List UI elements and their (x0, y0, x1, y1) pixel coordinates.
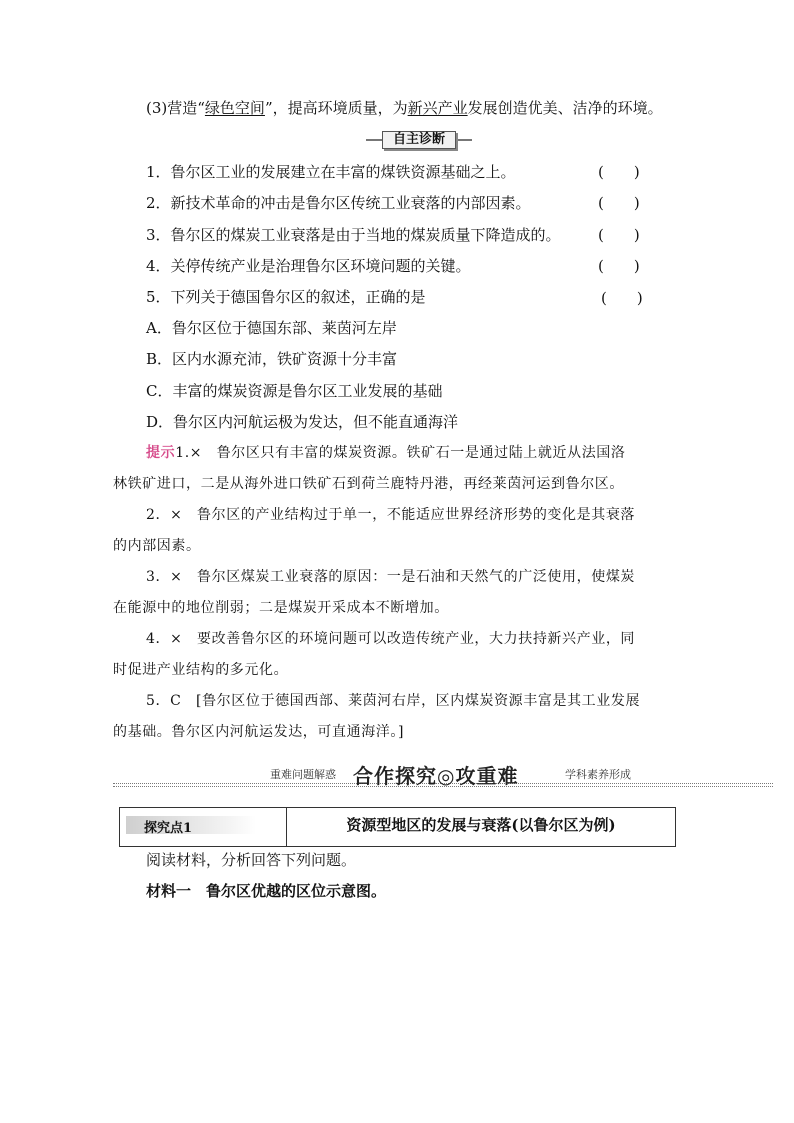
option-b: B．区内水源充沛，铁矿资源十分丰富 (146, 350, 398, 368)
hint-line: 林铁矿进口，二是从海外进口铁矿石到荷兰鹿特丹港，再经莱茵河运到鲁尔区。 (113, 476, 624, 492)
section-right-caption: 学科素养形成 (565, 768, 631, 781)
diagnosis-heading (366, 130, 472, 150)
question-3: 3．鲁尔区的煤炭工业衰落是由于当地的煤炭质量下降造成的。 (146, 226, 561, 244)
hint-label: 提示 (146, 445, 176, 461)
hint-text: 1.× 鲁尔区只有丰富的煤炭资源。铁矿石一是通过陆上就近从法国洛 (175, 445, 626, 461)
explore-title: 资源型地区的发展与衰落(以鲁尔区为例) (346, 816, 616, 834)
section-left-caption: 重难问题解惑 (270, 768, 336, 781)
answer-parens: ( ) (598, 194, 640, 212)
question-1: 1．鲁尔区工业的发展建立在丰富的煤铁资源基础之上。 (146, 163, 516, 181)
heading-label: 自主诊断 (382, 131, 456, 149)
instruction: 阅读材料，分析回答下列问题。 (146, 851, 357, 869)
answer-parens: ( ) (598, 163, 640, 181)
intro-line (146, 98, 663, 118)
hint-line: 时促进产业结构的多元化。 (113, 662, 289, 678)
hint-line: 3．× 鲁尔区煤炭工业衰落的原因：一是石油和天然气的广泛使用，使煤炭 (146, 569, 636, 585)
option-a: A．鲁尔区位于德国东部、莱茵河左岸 (146, 319, 397, 337)
intro-text: ”，提高环境质量，为 (264, 99, 408, 117)
option-d: D．鲁尔区内河航运极为发达，但不能直通海洋 (146, 413, 459, 431)
intro-text: 发展创造优美、洁净的环境。 (467, 99, 663, 117)
hint-line: 的基础。鲁尔区内河航运发达，可直通海洋。] (113, 724, 405, 740)
intro-text: (3)营造“ (146, 99, 205, 117)
question-4: 4．关停传统产业是治理鲁尔区环境问题的关键。 (146, 257, 471, 275)
section-banner (113, 760, 773, 790)
explore-tag-label: 探究点1 (144, 821, 193, 836)
option-c: C．丰富的煤炭资源是鲁尔区工业发展的基础 (146, 382, 443, 400)
section-title: 合作探究◎攻重难 (353, 764, 519, 788)
question-2: 2．新技术革命的冲击是鲁尔区传统工业衰落的内部因素。 (146, 194, 531, 212)
underlined-term: 新兴产业 (407, 99, 468, 117)
explore-point-box (119, 807, 676, 847)
material-1: 材料一 鲁尔区优越的区位示意图。 (146, 882, 387, 900)
explore-tag-cell (120, 808, 287, 846)
answer-parens: ( ) (598, 226, 640, 244)
answer-parens: ( ) (598, 257, 640, 275)
question-5: 5．下列关于德国鲁尔区的叙述，正确的是 (146, 288, 426, 306)
hint-line (146, 443, 626, 463)
hint-line: 5．C [鲁尔区位于德国西部、莱茵河右岸，区内煤炭资源丰富是其工业发展 (146, 693, 641, 709)
hint-line: 的内部因素。 (113, 538, 201, 554)
hint-line: 在能源中的地位削弱；二是煤炭开采成本不断增加。 (113, 600, 449, 616)
answer-parens: ( ) (601, 289, 643, 307)
hint-line: 2．× 鲁尔区的产业结构过于单一，不能适应世界经济形势的变化是其衰落 (146, 507, 636, 523)
underlined-term: 绿色空间 (204, 99, 265, 117)
explore-tag (126, 816, 256, 834)
hint-line: 4．× 要改善鲁尔区的环境问题可以改造传统产业，大力扶持新兴产业，同 (146, 631, 636, 647)
